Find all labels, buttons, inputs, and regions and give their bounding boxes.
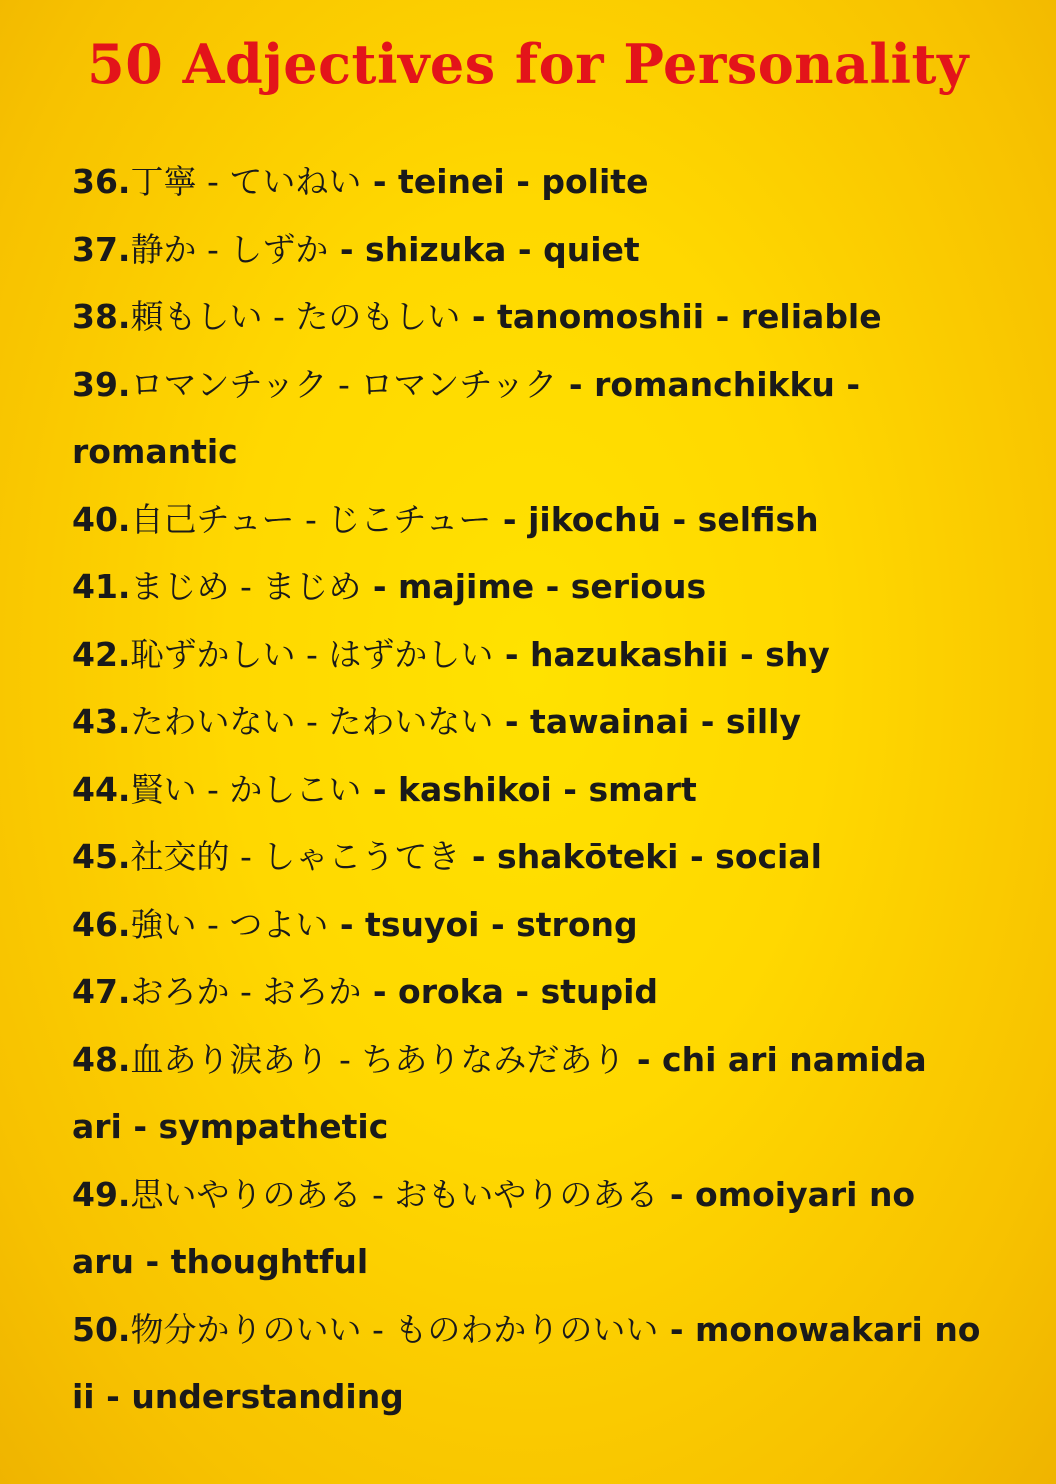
item-kanji: 恥ずかしい xyxy=(130,634,296,674)
list-item: 37.静か - しずか - shizuka - quiet xyxy=(72,229,640,269)
item-meaning: romantic xyxy=(72,432,238,471)
list-item-continuation: ii - understanding xyxy=(72,1377,404,1416)
item-romaji: majime xyxy=(398,567,535,606)
list-item: 48.血あり涙あり - ちありなみだあり - chi ari namida xyxy=(72,1039,927,1079)
list-item: 38.頼もしい - たのもしい - tanomoshii - reliable xyxy=(72,297,882,336)
item-number: 48. xyxy=(72,1039,131,1079)
item-number: 47. xyxy=(72,972,131,1011)
item-kana: ロマンチック xyxy=(360,364,558,404)
item-kanji: おろか xyxy=(130,972,230,1011)
item-kana: ちありなみだあり xyxy=(361,1039,626,1079)
list-item: 41.まじめ - まじめ - majime - serious xyxy=(72,567,707,606)
item-meaning: social xyxy=(715,837,822,876)
item-kana: しずか xyxy=(229,229,329,269)
item-kanji: 物分かりのいい xyxy=(130,1309,362,1349)
item-number: 41. xyxy=(72,567,131,606)
item-meaning: selfish xyxy=(697,499,819,539)
item-romaji-continued: aru xyxy=(72,1242,135,1281)
item-number: 46. xyxy=(72,904,131,944)
item-number: 42. xyxy=(72,634,131,674)
list-item: 46.強い - つよい - tsuyoi - strong xyxy=(72,904,638,944)
item-meaning: smart xyxy=(588,769,697,809)
item-romaji: omoiyari no xyxy=(695,1174,916,1214)
item-romaji: monowakari no xyxy=(695,1309,981,1349)
item-romaji: jikochū xyxy=(528,499,661,539)
list-item: 50.物分かりのいい - ものわかりのいい - monowakari no xyxy=(72,1309,981,1349)
item-kana: たのもしい xyxy=(295,297,461,336)
list-item: 49.思いやりのある - おもいやりのある - omoiyari no xyxy=(72,1174,916,1214)
list-item: 45.社交的 - しゃこうてき - shakōteki - social xyxy=(72,837,822,876)
list-item: 36.丁寧 - ていねい - teinei - polite xyxy=(72,162,649,201)
item-kanji: 静か xyxy=(130,229,197,269)
item-number: 39. xyxy=(72,364,131,404)
item-kana: じこチュー xyxy=(327,499,492,539)
item-number: 36. xyxy=(72,162,131,201)
item-romaji: romanchikku xyxy=(594,364,835,404)
item-number: 45. xyxy=(72,837,131,876)
item-number: 44. xyxy=(72,769,131,809)
item-number: 50. xyxy=(72,1309,131,1349)
item-kana: おろか xyxy=(262,972,362,1011)
item-number: 37. xyxy=(72,229,131,269)
list-item: 39.ロマンチック - ロマンチック - romanchikku - xyxy=(72,364,861,404)
item-meaning: shy xyxy=(765,634,830,674)
item-romaji: hazukashii xyxy=(530,634,729,674)
item-romaji: teinei xyxy=(398,162,505,201)
item-number: 43. xyxy=(72,702,131,741)
item-kanji: 丁寧 xyxy=(130,162,197,201)
list-item-continuation: aru - thoughtful xyxy=(72,1242,369,1281)
item-kana: ものわかりのいい xyxy=(394,1309,659,1349)
item-romaji: tanomoshii xyxy=(497,297,705,336)
item-kanji: 自己チュー xyxy=(130,499,295,539)
item-kanji: ロマンチック xyxy=(130,364,328,404)
item-romaji: tsuyoi xyxy=(365,904,480,944)
list-item: 44.賢い - かしこい - kashikoi - smart xyxy=(72,769,697,809)
list-item: 40.自己チュー - じこチュー - jikochū - selfish xyxy=(72,499,819,539)
item-meaning: understanding xyxy=(131,1377,404,1416)
item-kanji: 強い xyxy=(130,904,197,944)
item-romaji: kashikoi xyxy=(398,769,552,809)
item-kana: つよい xyxy=(229,904,329,944)
item-kana: ていねい xyxy=(229,162,362,201)
page-title: 50 Adjectives for Personality xyxy=(87,32,969,96)
item-kanji: 頼もしい xyxy=(130,297,263,336)
item-kanji: 賢い xyxy=(130,769,197,809)
item-romaji-continued: ari xyxy=(72,1107,122,1146)
item-meaning: silly xyxy=(725,702,802,741)
item-meaning: reliable xyxy=(740,297,882,336)
item-kanji: 社交的 xyxy=(130,837,230,876)
item-number: 40. xyxy=(72,499,131,539)
item-kana: はずかしい xyxy=(328,634,494,674)
item-romaji: oroka xyxy=(398,972,504,1011)
list-item: 47.おろか - おろか - oroka - stupid xyxy=(72,972,659,1011)
adjective-list xyxy=(72,148,1032,1431)
item-meaning: stupid xyxy=(540,972,659,1011)
item-romaji-continued: ii xyxy=(72,1377,95,1416)
item-number: 49. xyxy=(72,1174,131,1214)
item-kanji: まじめ xyxy=(130,567,230,606)
item-meaning: strong xyxy=(516,904,638,944)
item-kana: しゃこうてき xyxy=(262,837,461,876)
item-kana: まじめ xyxy=(262,567,362,606)
item-romaji: shizuka xyxy=(365,229,507,269)
list-item-continuation xyxy=(72,418,1032,486)
item-kanji: 思いやりのある xyxy=(130,1174,362,1214)
list-item: 42.恥ずかしい - はずかしい - hazukashii - shy xyxy=(72,634,830,674)
item-romaji: chi ari namida xyxy=(662,1039,927,1079)
item-kana: たわいない xyxy=(328,702,494,741)
item-kanji: たわいない xyxy=(130,702,296,741)
item-kana: おもいやりのある xyxy=(394,1174,659,1214)
item-meaning: serious xyxy=(570,567,707,606)
item-kana: かしこい xyxy=(229,769,362,809)
item-kanji: 血あり涙あり xyxy=(130,1039,329,1079)
item-romaji: shakōteki xyxy=(497,837,679,876)
item-meaning: sympathetic xyxy=(158,1107,389,1146)
item-meaning: polite xyxy=(541,162,649,201)
list-item: 43.たわいない - たわいない - tawainai - silly xyxy=(72,702,802,741)
item-meaning: quiet xyxy=(543,229,640,269)
item-number: 38. xyxy=(72,297,131,336)
item-romaji: tawainai xyxy=(530,702,690,741)
item-meaning: thoughtful xyxy=(170,1242,369,1281)
list-item-continuation: ari - sympathetic xyxy=(72,1107,389,1146)
